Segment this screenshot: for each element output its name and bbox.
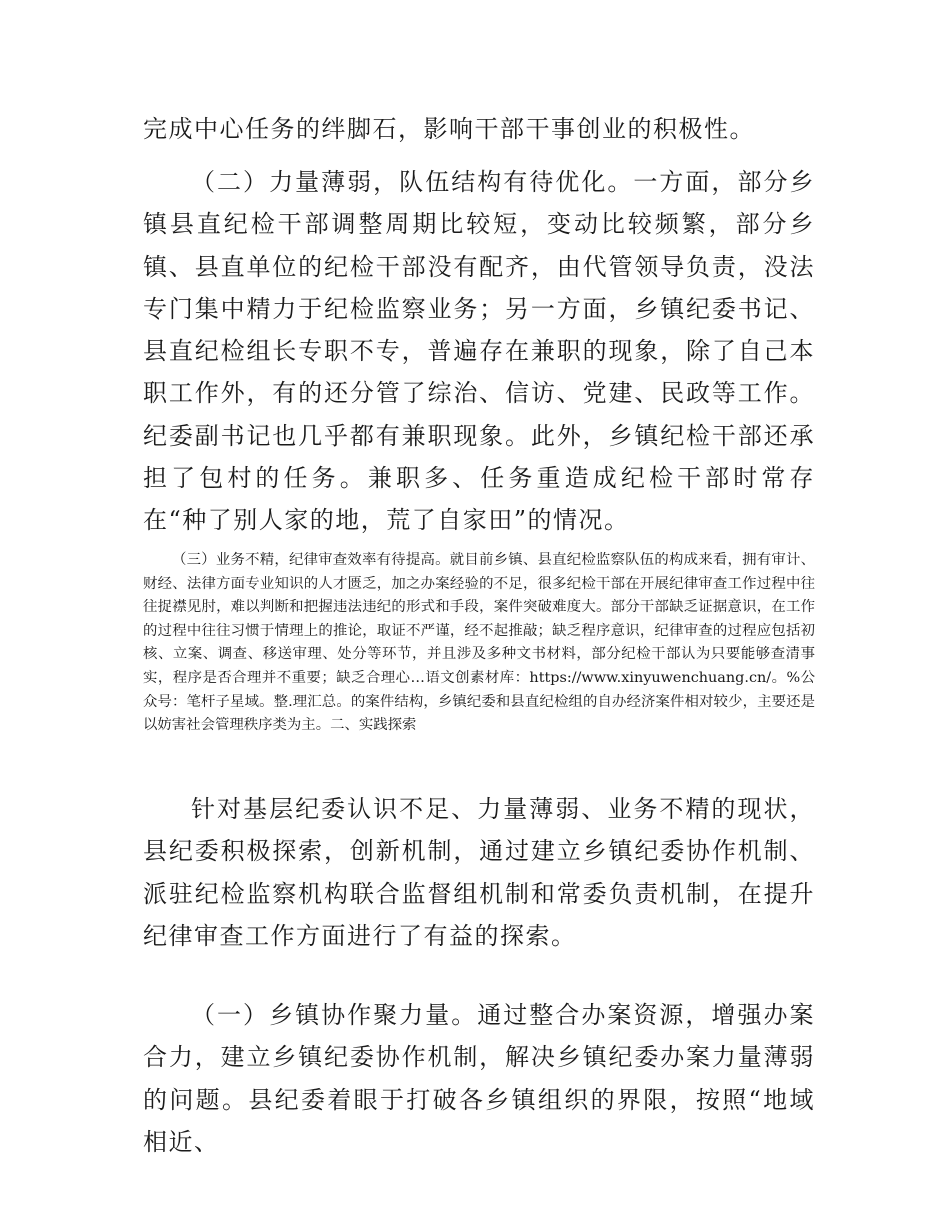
- paragraph-1: 完成中心任务的绊脚石，影响干部干事创业的积极性。: [143, 115, 755, 143]
- paragraph-5: （一）乡镇协作聚力量。通过整合办案资源，增强办案合力，建立乡镇纪委协作机制，解决乡镇纪委办案力量薄弱的问题。县纪委着眼于打破各乡镇组织的界限，按照“地域相近、: [143, 1001, 815, 1156]
- paragraph-3: （三）业务不精，纪律审查效率有待提高。就目前乡镇、县直纪检监察队伍的构成来看，拥有审计、财经、法律方面专业知识的人才匮乏，加之办案经验的不足，很多纪检干部在开展纪律审查工作过程中往往捉襟见肘，难以判断和把握违法违纪的形式和手段，案件突破难度大。部分干部缺乏证据意识，在工作的过程中往往习惯于情理上的推论，取证不严谨，经不起推敲；缺乏程序意识，纪律审查的过程应包括初核、立案、调查、移送审理、处分等环节，并且涉及多种文书材料，部分纪检干部认为只要能够查清事实，程序是否合理并不重要；缺乏合理心…语文创素材库：https://www.xinyuwenchuang.cn/。%公众号：笔杆子星域。整.理汇总。的案件结构，乡镇纪委和县直纪检组的自办经济案件相对较少，主要还是以妨害社会管理秩序类为主。二、实践探索: [143, 552, 815, 734]
- paragraph-2: （二）力量薄弱，队伍结构有待优化。一方面，部分乡镇县直纪检干部调整周期比较短，变动比较频繁，部分乡镇、县直单位的纪检干部没有配齐，由代管领导负责，没法专门集中精力于纪检监察业务；另一方面，乡镇纪委书记、县直纪检组长专职不专，普遍存在兼职的现象，除了自己本职工作外，有的还分管了综治、信访、党建、民政等工作。纪委副书记也几乎都有兼职现象。此外，乡镇纪检干部还承担了包村的任务。兼职多、任务重造成纪检干部时常存在“种了别人家的地，荒了自家田”的情况。: [143, 168, 815, 535]
- paragraph-4: 针对基层纪委认识不足、力量薄弱、业务不精的现状，县纪委积极探索，创新机制，通过建立乡镇纪委协作机制、派驻纪检监察机构联合监督组机制和常委负责机制，在提升纪律审查工作方面进行了有益的探索。: [143, 795, 815, 950]
